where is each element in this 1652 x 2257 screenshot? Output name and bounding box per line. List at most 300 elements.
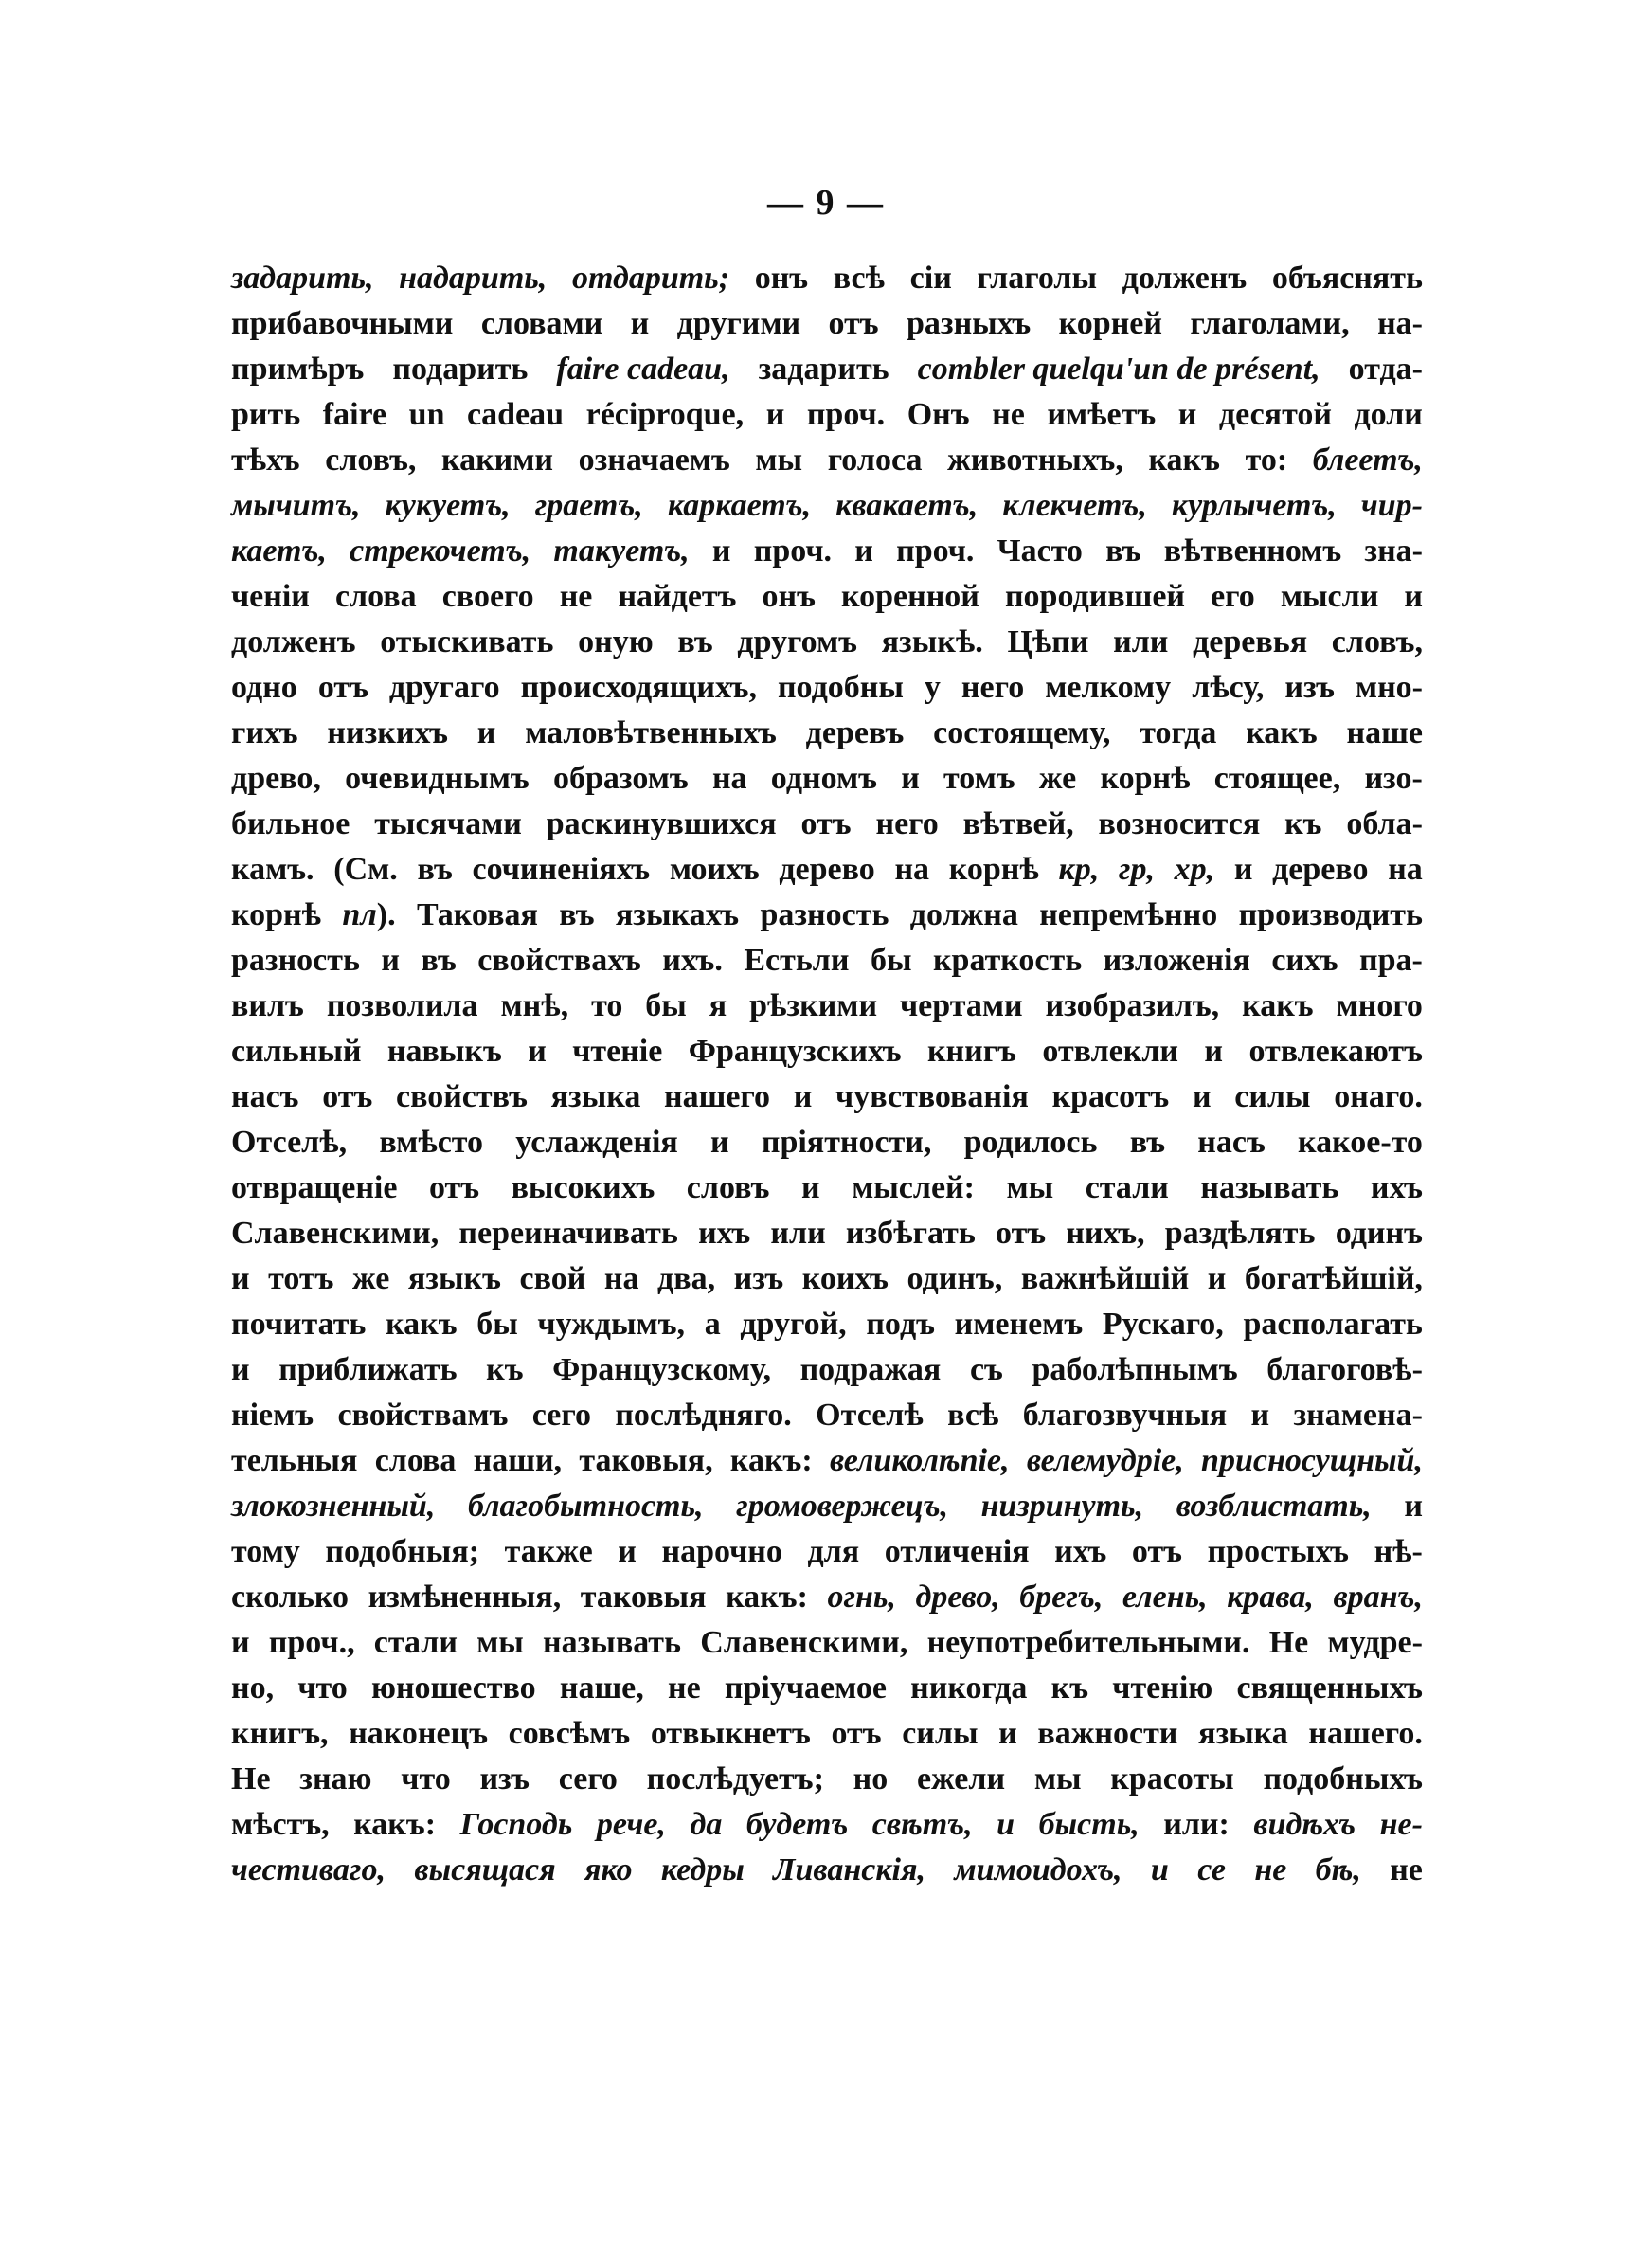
- word: чтеніе: [572, 1034, 663, 1069]
- word: присносущный,: [1201, 1443, 1423, 1478]
- word: и: [854, 533, 873, 569]
- word: переиначивать: [458, 1216, 678, 1251]
- word: и: [800, 1170, 820, 1205]
- word: и: [618, 1534, 637, 1569]
- word: отъ: [322, 1079, 373, 1114]
- word: и: [901, 761, 920, 796]
- word: корнѣ: [1100, 761, 1191, 796]
- word: разность: [760, 897, 889, 932]
- word: простыхъ: [1207, 1534, 1349, 1569]
- word: сихъ: [1271, 943, 1338, 978]
- word: въ: [421, 943, 457, 978]
- word: надарить,: [399, 261, 548, 296]
- word: называть: [543, 1625, 681, 1660]
- word: своего: [441, 579, 534, 614]
- word: что: [401, 1761, 451, 1797]
- word: тѣхъ: [231, 442, 300, 478]
- word: подобныя;: [325, 1534, 480, 1569]
- word: рече,: [596, 1807, 666, 1842]
- word: раскинувшихся: [546, 806, 777, 841]
- word: другой,: [740, 1307, 847, 1342]
- word: языкахъ: [615, 897, 740, 932]
- word: крава,: [1227, 1580, 1314, 1615]
- word: слова: [374, 1443, 457, 1478]
- word: чуждымъ,: [537, 1307, 686, 1342]
- word: отда-: [1348, 352, 1423, 387]
- word: вмѣсто: [379, 1125, 484, 1160]
- word: проч.: [753, 533, 833, 569]
- word: одинъ: [1335, 1216, 1423, 1251]
- word: мысли: [1280, 579, 1379, 614]
- text-line: [231, 893, 1423, 938]
- word: тотъ: [268, 1261, 334, 1296]
- text-line: [231, 1438, 1423, 1484]
- word: одинъ,: [907, 1261, 1003, 1296]
- word: таковыя: [580, 1580, 707, 1615]
- word: называть: [1200, 1170, 1339, 1205]
- word: возносится: [1098, 806, 1261, 841]
- word: дерево: [779, 852, 875, 887]
- word: и: [231, 1625, 250, 1660]
- word: священныхъ: [1236, 1670, 1423, 1706]
- word: образомъ: [552, 761, 689, 796]
- word: одномъ: [770, 761, 877, 796]
- word: чувствованія: [835, 1079, 1029, 1114]
- word: него: [961, 670, 1025, 705]
- word: знамена-: [1293, 1398, 1423, 1433]
- word: родилось: [963, 1125, 1098, 1160]
- word: да: [690, 1807, 723, 1842]
- word: словъ,: [1331, 624, 1423, 659]
- word: животныхъ,: [947, 442, 1123, 478]
- word: онаго.: [1334, 1079, 1423, 1114]
- word: позволила: [326, 988, 478, 1023]
- word: и: [765, 397, 785, 432]
- word: книгъ,: [231, 1716, 329, 1751]
- word: огнь,: [827, 1580, 896, 1615]
- word: въ: [417, 852, 453, 887]
- word: мудре-: [1327, 1625, 1423, 1660]
- word: мы: [476, 1625, 524, 1660]
- word: вѣтвей,: [962, 806, 1074, 841]
- text-line: [231, 256, 1423, 301]
- word: объяснять: [1271, 261, 1423, 296]
- text-line: [231, 711, 1423, 756]
- word: свѣтъ,: [871, 1807, 973, 1842]
- word: лѣсу,: [1192, 670, 1265, 705]
- word: проч.: [896, 533, 975, 569]
- word: слова: [334, 579, 417, 614]
- text-line: [231, 1120, 1423, 1165]
- word: Рускаго,: [1102, 1307, 1224, 1342]
- text-line: [231, 1666, 1423, 1711]
- word: будетъ: [745, 1807, 849, 1842]
- word: камъ.: [231, 852, 314, 887]
- word: отыскивать: [380, 624, 554, 659]
- text-line: [231, 483, 1423, 529]
- word: изъ: [1284, 670, 1335, 705]
- word: таковыя,: [579, 1443, 713, 1478]
- word: громовержецъ,: [736, 1489, 949, 1524]
- word: какъ: [1242, 988, 1314, 1023]
- word: ежели: [917, 1761, 1006, 1797]
- word: отъ: [828, 306, 879, 341]
- word: курлычетъ,: [1171, 488, 1337, 523]
- word: и: [1404, 579, 1423, 614]
- text-line: [231, 1711, 1423, 1757]
- word: высящася: [414, 1852, 556, 1887]
- word: услажденія: [515, 1125, 678, 1160]
- word: моихъ: [669, 852, 760, 887]
- word: другаго: [388, 670, 500, 705]
- word: очевиднымъ: [345, 761, 530, 796]
- word: низкихъ: [327, 715, 448, 750]
- word: производить: [1238, 897, 1423, 932]
- word: не: [1254, 1852, 1287, 1887]
- word: корней: [1058, 306, 1162, 341]
- word: книгъ: [926, 1034, 1016, 1069]
- word: коихъ: [801, 1261, 889, 1296]
- text-line: [231, 984, 1423, 1029]
- word: сочиненіяхъ: [472, 852, 651, 887]
- word: réciproque,: [585, 397, 745, 432]
- word: насъ: [1197, 1125, 1266, 1160]
- word: языка: [1198, 1716, 1288, 1751]
- word: отъ: [1131, 1534, 1182, 1569]
- word: стоящее,: [1213, 761, 1341, 796]
- word: великолѣпіе,: [829, 1443, 1010, 1478]
- word: корнѣ: [948, 852, 1039, 887]
- word: обла-: [1346, 806, 1423, 841]
- word: мелкому: [1045, 670, 1172, 705]
- word: изо-: [1364, 761, 1423, 796]
- word: отвлекаютъ: [1248, 1034, 1423, 1069]
- word: отдарить;: [571, 261, 730, 296]
- word: словъ: [686, 1170, 770, 1205]
- word: должна: [909, 897, 1018, 932]
- text-line: [231, 301, 1423, 347]
- word: брегъ,: [1019, 1580, 1104, 1615]
- word: какъ:: [729, 1443, 813, 1478]
- word: стали: [373, 1625, 458, 1660]
- word: избѣгать: [845, 1216, 976, 1251]
- word: и: [1250, 1398, 1270, 1433]
- word: елень,: [1122, 1580, 1208, 1615]
- word: мыслей:: [852, 1170, 975, 1205]
- word: древо,: [915, 1580, 1000, 1615]
- word: и: [630, 306, 650, 341]
- word: тогда: [1140, 715, 1217, 750]
- word: изложенія: [1103, 943, 1250, 978]
- word: каетъ,: [231, 533, 327, 569]
- word: бильное: [231, 806, 350, 841]
- text-line: [231, 620, 1423, 665]
- word: томъ: [943, 761, 1015, 796]
- word: другомъ: [737, 624, 857, 659]
- text-line: [231, 1165, 1423, 1211]
- word: (См.: [333, 852, 398, 887]
- word: кедры: [660, 1852, 745, 1887]
- word: cadeau: [467, 397, 565, 432]
- word: свой: [519, 1261, 586, 1296]
- word: но: [853, 1761, 889, 1797]
- word: бы: [476, 1307, 518, 1342]
- word: мно-: [1355, 670, 1423, 705]
- text-line: [231, 347, 1423, 392]
- text-line: [231, 802, 1423, 847]
- word: раболѣпнымъ: [1032, 1352, 1238, 1387]
- word: или: [1113, 624, 1169, 659]
- word: и: [997, 1807, 1015, 1842]
- word: Онъ: [907, 397, 970, 432]
- word: мимоидохъ,: [954, 1852, 1122, 1887]
- word: чтенію: [1112, 1670, 1213, 1706]
- word: квакаетъ,: [835, 488, 979, 523]
- word: отъ: [831, 1716, 882, 1751]
- word: сколько: [231, 1580, 349, 1615]
- word: чир-: [1360, 488, 1423, 523]
- word: разность: [231, 943, 360, 978]
- word: нашего: [664, 1079, 771, 1114]
- word: одно: [231, 670, 297, 705]
- word: кукуетъ,: [385, 488, 511, 523]
- word: наше,: [559, 1670, 644, 1706]
- word: вѣтвенномъ: [1163, 533, 1342, 569]
- word: разныхъ: [907, 306, 1032, 341]
- word: какое-то: [1298, 1125, 1423, 1160]
- word: ихъ.: [662, 943, 723, 978]
- word: сего: [531, 1398, 591, 1433]
- text-line: [231, 847, 1423, 893]
- word: Отселѣ: [816, 1398, 924, 1433]
- word: какъ:: [353, 1807, 437, 1842]
- word: для: [807, 1534, 860, 1569]
- word: юношество: [370, 1670, 536, 1706]
- word: тому: [231, 1534, 300, 1569]
- text-line: [231, 1620, 1423, 1666]
- word: нихъ,: [1066, 1216, 1145, 1251]
- word: неупотребительными.: [926, 1625, 1250, 1660]
- word: краткость: [932, 943, 1083, 978]
- word: важнѣйшій: [1020, 1261, 1190, 1296]
- word: измѣненныя,: [368, 1580, 562, 1615]
- word: два,: [657, 1261, 716, 1296]
- word: съ: [969, 1352, 1003, 1387]
- word: не: [559, 579, 593, 614]
- word: примѣръ: [231, 352, 365, 387]
- text-line: [231, 1802, 1423, 1848]
- word: ченіи: [231, 579, 310, 614]
- word: не-: [1379, 1807, 1423, 1842]
- body-text: [231, 256, 1423, 1893]
- word: всѣ: [833, 261, 886, 296]
- word: имѣетъ: [1047, 397, 1157, 432]
- word: въ: [1129, 1125, 1166, 1160]
- text-line: [231, 665, 1423, 711]
- word: ихъ: [698, 1216, 751, 1251]
- word: ніемъ: [231, 1398, 314, 1433]
- word: отъ: [317, 670, 368, 705]
- word: что: [297, 1670, 348, 1706]
- text-line: [231, 392, 1423, 438]
- word: рѣзкими: [749, 988, 878, 1023]
- word: ихъ: [1370, 1170, 1423, 1205]
- word: какъ: [1246, 715, 1318, 750]
- word: отъ: [428, 1170, 480, 1205]
- word: задарить: [758, 352, 889, 387]
- word: другими: [676, 306, 801, 341]
- text-line: [231, 938, 1423, 984]
- word: Не: [1268, 1625, 1309, 1660]
- text-line: [231, 1074, 1423, 1120]
- word: мѣстъ,: [231, 1807, 330, 1842]
- word: рить: [231, 397, 301, 432]
- word: un: [408, 397, 445, 432]
- word: нарочно: [661, 1534, 782, 1569]
- word: у: [924, 670, 941, 705]
- word: бысть,: [1038, 1807, 1140, 1842]
- word: Не: [231, 1761, 271, 1797]
- word: такуетъ,: [553, 533, 690, 569]
- word: коренной: [840, 579, 979, 614]
- word: и: [1192, 1079, 1212, 1114]
- word: къ: [1284, 806, 1322, 841]
- word: нѣ-: [1374, 1534, 1423, 1569]
- word: зна-: [1364, 533, 1423, 569]
- word: и: [231, 1352, 250, 1387]
- word: и: [231, 1261, 250, 1296]
- text-line: [231, 1575, 1423, 1620]
- word: мнѣ,: [500, 988, 569, 1023]
- word: мы: [1033, 1761, 1082, 1797]
- word: къ: [1050, 1670, 1089, 1706]
- word: навыкъ: [386, 1034, 502, 1069]
- word: сильный: [231, 1034, 362, 1069]
- text-line: [231, 1393, 1423, 1438]
- text-line: [231, 1211, 1423, 1256]
- word: мы: [755, 442, 803, 478]
- word: граетъ,: [534, 488, 643, 523]
- word: долженъ: [1122, 261, 1248, 296]
- word: какъ: [1148, 442, 1220, 478]
- word: почитать: [231, 1307, 367, 1342]
- word: или:: [1163, 1807, 1230, 1842]
- word: къ: [486, 1352, 524, 1387]
- word: бы: [645, 988, 687, 1023]
- word: вилъ: [231, 988, 304, 1023]
- word: пріятности,: [761, 1125, 932, 1160]
- word: каркаетъ,: [667, 488, 812, 523]
- word: приближать: [278, 1352, 458, 1387]
- word: мычитъ,: [231, 488, 361, 523]
- word: благобытность,: [467, 1489, 704, 1524]
- word: дерево: [1272, 852, 1369, 887]
- word: въ: [677, 624, 713, 659]
- text-line: [231, 574, 1423, 620]
- word: я: [709, 988, 727, 1023]
- word: подарить: [392, 352, 529, 387]
- word: языкъ: [407, 1261, 501, 1296]
- word: доли: [1354, 397, 1423, 432]
- word: какъ: [386, 1307, 458, 1342]
- word: на: [603, 1261, 639, 1296]
- text-line: [231, 1347, 1423, 1393]
- word: породившей: [1004, 579, 1186, 614]
- word: нашего.: [1308, 1716, 1423, 1751]
- word: Французскихъ: [688, 1034, 902, 1069]
- word: отъ: [800, 806, 852, 841]
- word: и: [1150, 1852, 1169, 1887]
- word: раздѣлять: [1164, 1216, 1316, 1251]
- word: изобразилъ,: [1045, 988, 1220, 1023]
- word: наконецъ: [349, 1716, 489, 1751]
- word: faire: [322, 397, 387, 432]
- word: отвращеніе: [231, 1170, 398, 1205]
- word: сего: [558, 1761, 618, 1797]
- word: и: [1404, 1489, 1423, 1524]
- word: насъ: [231, 1079, 299, 1114]
- word: Ливанскія,: [773, 1852, 926, 1887]
- word: проч.,: [268, 1625, 355, 1660]
- word: честиваго,: [231, 1852, 386, 1887]
- word: и: [1177, 397, 1197, 432]
- word: его: [1211, 579, 1255, 614]
- word: маловѣтвенныхъ: [525, 715, 777, 750]
- word: силы: [1234, 1079, 1311, 1114]
- word: изъ: [479, 1761, 530, 1797]
- word: оную: [578, 624, 654, 659]
- word: на: [894, 852, 930, 887]
- word: combler quelqu'un de présent,: [917, 352, 1320, 387]
- word: сіи: [909, 261, 952, 296]
- word: не: [1390, 1852, 1423, 1887]
- word: то: [591, 988, 623, 1023]
- word: и: [1204, 1034, 1224, 1069]
- word: блеетъ,: [1312, 442, 1423, 478]
- word: бы: [870, 943, 912, 978]
- word: много: [1336, 988, 1423, 1023]
- word: Часто: [997, 533, 1083, 569]
- word: Таковая: [416, 897, 538, 932]
- word: языка: [550, 1079, 641, 1114]
- word: стрекочетъ,: [350, 533, 531, 569]
- word: также: [504, 1534, 593, 1569]
- word: отъ: [996, 1216, 1047, 1251]
- word: послѣдуетъ;: [646, 1761, 824, 1797]
- text-line: [231, 1529, 1423, 1575]
- word: красотъ: [1051, 1079, 1170, 1114]
- word: задарить,: [231, 261, 374, 296]
- word: высокихъ: [511, 1170, 655, 1205]
- word: гихъ: [231, 715, 298, 750]
- word: злокозненный,: [231, 1489, 436, 1524]
- word: Цѣпи: [1007, 624, 1089, 659]
- word: въ: [1105, 533, 1141, 569]
- word: древо,: [231, 761, 321, 796]
- word: и: [793, 1079, 813, 1114]
- word: не: [992, 397, 1025, 432]
- word: означаемъ: [578, 442, 730, 478]
- word: всѣ: [947, 1398, 999, 1433]
- word: изъ: [733, 1261, 784, 1296]
- word: Господь: [459, 1807, 573, 1842]
- word: знаю: [299, 1761, 372, 1797]
- word: долженъ: [231, 624, 356, 659]
- word: Славенскими,: [700, 1625, 908, 1660]
- word: пл).: [342, 897, 396, 932]
- word: непремѣнно: [1039, 897, 1218, 932]
- word: вранъ,: [1333, 1580, 1423, 1615]
